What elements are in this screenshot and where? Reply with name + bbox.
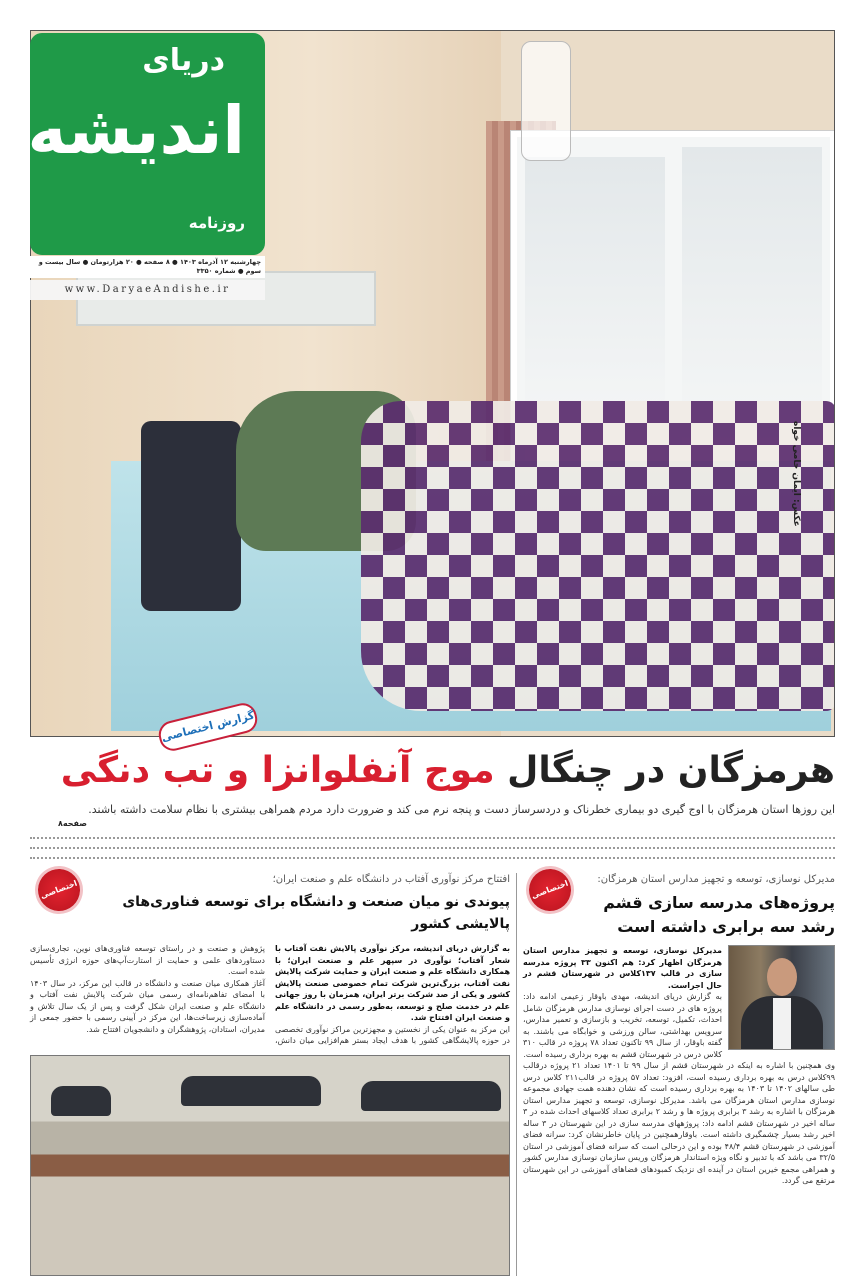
left-body xyxy=(30,943,510,1047)
column-divider xyxy=(516,873,517,1276)
dateline: چهارشنبه ۱۲ آذرماه ۱۴۰۳ ● ۸ صفحه ● ۲۰ هزارتومان ● سال بیست و سوم ● شماره ۳۳۵۰ xyxy=(30,256,265,278)
photo-blanket xyxy=(361,401,835,711)
right-body xyxy=(523,945,835,1187)
right-intro: مدیرکل نوسازی، توسعه و تجهیز مدارس استان هرمزگان اظهار کرد: هم اکنون ۳۳ پروژه مدرسه سازی در قالب ۱۳۷کلاس در شهرستان قشم در حال اجراست. xyxy=(523,946,722,990)
main-headline xyxy=(30,746,835,796)
masthead-logo xyxy=(27,33,265,255)
main-lead: این روزها استان هرمزگان با اوج گیری دو بیماری خطرناک و دردسرساز دست و پنجه نرم می کند و ضرورت دارد مردم همراهی بیشتری با نظام سلامت داشته باشند. xyxy=(88,803,835,816)
meeting-people xyxy=(181,1076,321,1106)
photo-jacket xyxy=(141,421,241,611)
right-body-1: به گزارش دریای اندیشه، مهدی باوقار زعیمی ادامه داد: پروژه های در دست اجرای نوسازی مدارس هرمزگان شامل احداث، تکمیل، توسعه، تخریب و بازسازی و تعمیر مدارس، سرویس بهداشتی، سالن ورزشی و خوابگاه می باشند. به گفته باوقار، از سال ۹۹ تاکنون تعداد ۷۸ پروژه در قالب ۳۱۰ کلاس درس در شهرستان قشم به بهره برداری رسیده است. xyxy=(523,992,723,1059)
dotted-divider xyxy=(30,857,835,859)
exclusive-seal: اختصاصی xyxy=(523,863,577,917)
masthead-info xyxy=(30,256,265,300)
photo-iv-bag xyxy=(521,41,571,161)
page-reference[interactable]: صفحه۸ xyxy=(58,819,87,828)
left-body-2: آغاز همکاری میان صنعت و دانشگاه در قالب این مرکز، در سال ۱۴۰۳ با امضای تفاهم‌نامه‌ای رسمی میان شرکت پالایش نفت آفتاب و دانشگاه علم و صنعت ایران شکل گرفت و پس از یک سال تلاش و آماده‌سازی زیرساخت‌ها، این مرکز در آیینی رسمی با حضور جمعی از مدیران، استادان، پژوهشگران و دانشجویان افتتاح شد. xyxy=(30,978,265,1034)
right-title[interactable]: پروژه‌های مدرسه سازی قشم رشد سه برابری داشته است xyxy=(603,893,835,936)
headline-red: موج آنفلوانزا و تب دنگی xyxy=(60,750,495,791)
portrait-shirt xyxy=(773,998,791,1049)
meeting-people xyxy=(51,1086,111,1116)
website-url[interactable]: www.DaryaeAndishe.ir xyxy=(30,280,265,300)
photo-credit: عکس: ایمان حامی خواه xyxy=(791,421,801,527)
logo-sub-text: روزنامه xyxy=(188,214,245,232)
portrait-head xyxy=(767,958,797,996)
left-intro: به گزارش دریای اندیشه، مرکز نوآوری پالایش نفت آفتاب با شعار آفتاب؛ نوآوری در سپهر علم و صنعت ایران؛ با همکاری دانشگاه علم و صنعت ایران و حمایت شرکت پالایش نفت آفتاب، بزرگ‌ترین شرکت تمام خصوصی صنعت پالایش کشور و یکی از صد شرکت برتر ایران، همزمان با روز جهانی علم در خدمت صلح و توسعه، به‌طور رسمی در دانشگاه علم و صنعت ایران افتتاح شد. xyxy=(275,944,510,1022)
meeting-photo xyxy=(30,1055,510,1277)
exclusive-seal: اختصاصی xyxy=(32,863,86,917)
left-story xyxy=(30,873,510,1276)
exclusive-report-badge: گزارش اختصاصی xyxy=(156,700,260,753)
headline-black: هرمزگان در چنگال xyxy=(507,750,835,791)
logo-top-text: دریای xyxy=(142,43,225,78)
meeting-people xyxy=(361,1081,501,1111)
dotted-divider xyxy=(30,837,835,839)
left-title[interactable]: پیوندی نو میان صنعت و دانشگاه برای توسعه فناوری‌های پالایشی کشور xyxy=(122,894,510,932)
lower-section xyxy=(30,746,835,1276)
dotted-divider xyxy=(30,847,835,849)
right-kicker: مدیرکل نوسازی، توسعه و تجهیز مدارس استان هرمزگان: xyxy=(597,874,835,885)
logo-main-text: اندیشه xyxy=(27,92,245,169)
right-body-2: وی همچنین با اشاره به اینکه در شهرستان قشم از سال ۹۹ تا ۱۴۰۱ تعداد ۲۱ پروژه درقالب ۹۹کلاس درس به بهره برداری رسیده است، افزود: تعداد ۵۷ پروژه در قالب۲۱۱ کلاس درس طی سالهای ۱۴۰۲ تا ۱۴۰۳ به بهره برداری رسیده است که نشان دهنده همت جهادی مجموعه نوسازی مدارس استان هرمزگان می باشد. مدیرکل نوسازی، توسعه و تجهیز مدارس استان هرمزگان با اشاره به رشد ۳ برابری پروژه ها و رشد ۲ برابری تعداد کلاسهای احداث شده در ۳ ساله اخیر در شهرستان قشم ادامه داد: پروژههای مدرسه سازی در این شهرستان در ۳ ساله اخیر رشد بسیار چشمگیری داشته است. باوقارهمچنین در پایان خاطرنشان کرد: سرانه فضای آموزشی در شهرستان قشم ۴۸/۴ بوده و این درحالی است که سرانه فضای آموزشی در استان ۳۲/۵ می باشد که با تدبیر و نگاه ویژه استاندار هرمزگان وریس سازمان نوسازی مدارس کشور و همراهی مجمع خیرین استان در آینده ای نزدیک کمبودهای فضاهای آموزشی در این شهرستان مرتفع می گردد. xyxy=(523,1061,836,1185)
left-body-1: این مرکز به عنوان یکی از نخستین و مجهزترین مراکز نوآوری تخصصی در حوزه پالایشگاهی کشور با هدف ایجاد بستر هم‌افزایی میان دانش، پژوهش و صنعت و در راستای توسعه فناوری‌های نوین، تجاری‌سازی دستاوردهای علمی و حمایت از استارت‌آپ‌های حوزه انرژی تأسیس شده است. xyxy=(30,944,510,1045)
left-kicker: افتتاح مرکز نوآوری آفتاب در دانشگاه علم و صنعت ایران؛ xyxy=(272,874,510,885)
stories-row xyxy=(30,873,835,1276)
official-portrait xyxy=(728,945,835,1050)
right-story xyxy=(523,873,835,1276)
